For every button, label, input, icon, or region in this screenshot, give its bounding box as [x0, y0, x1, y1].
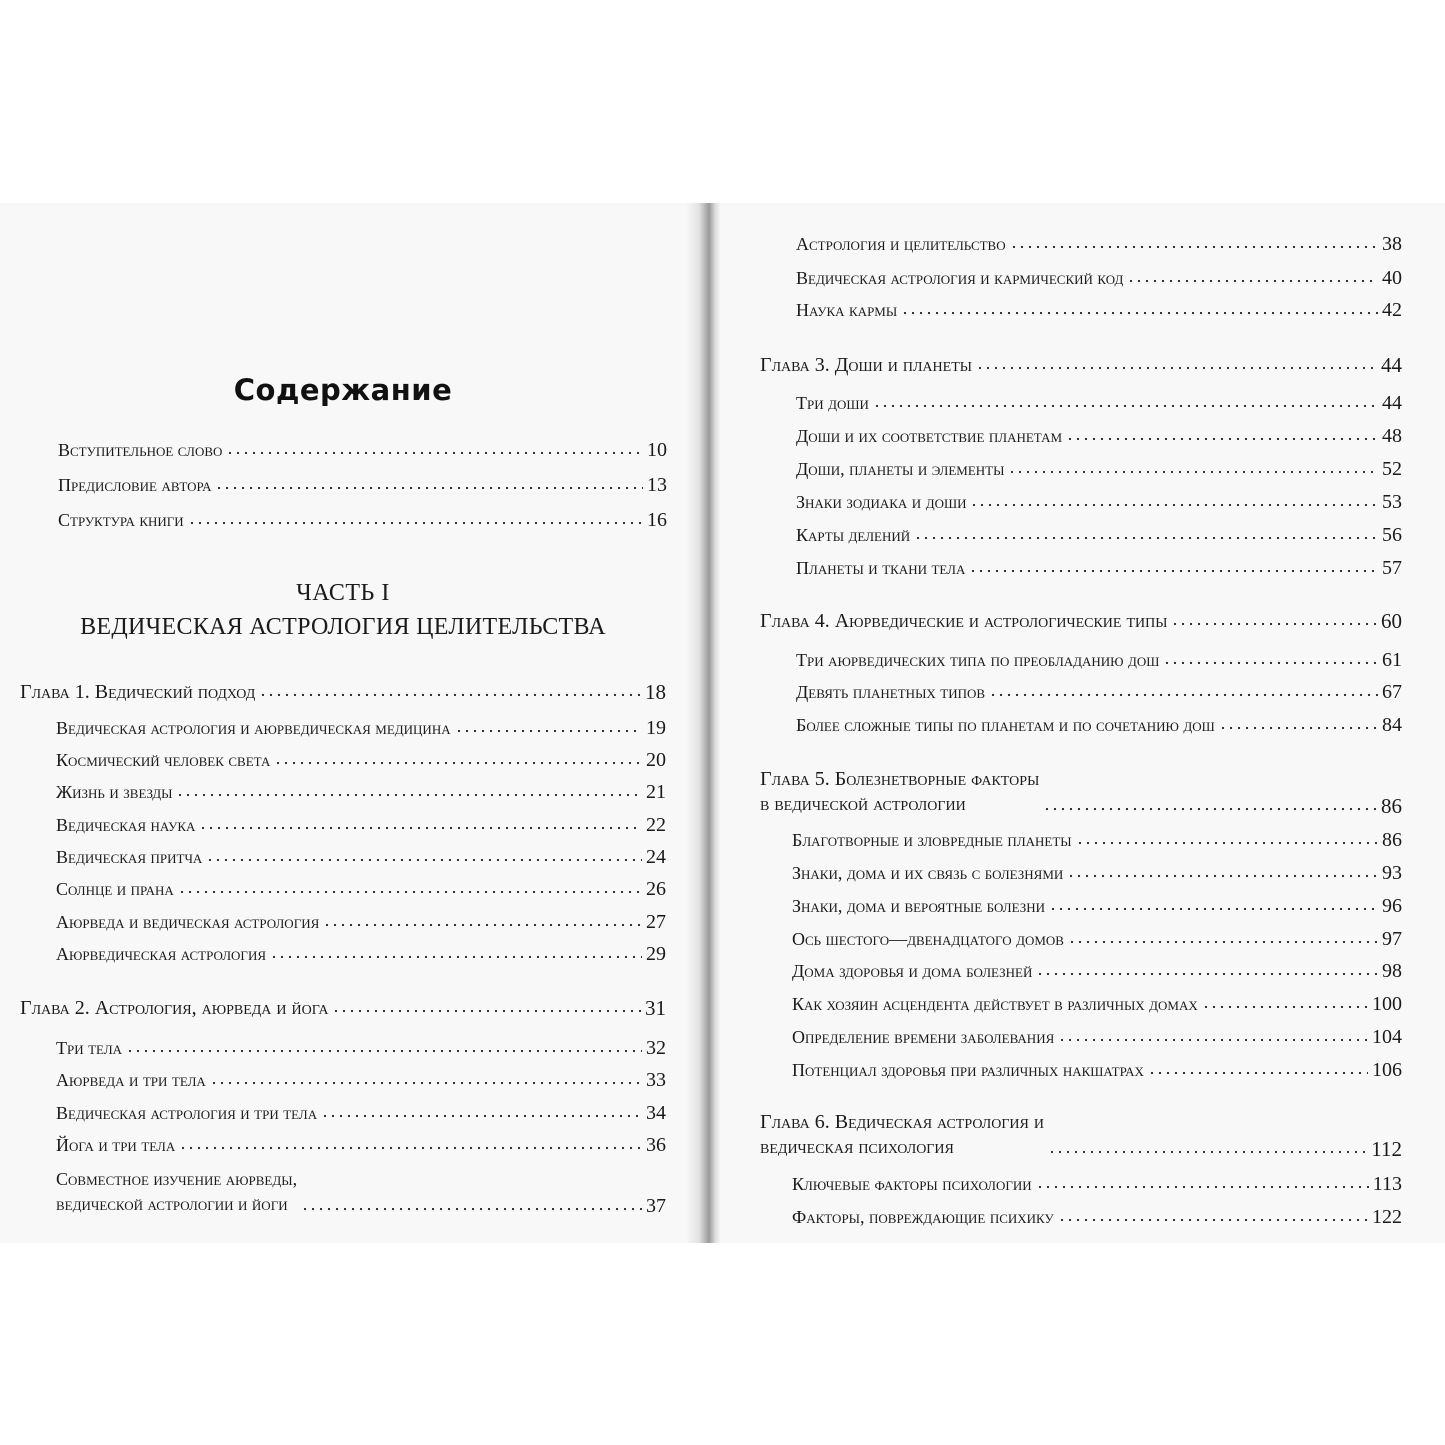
dot-leader	[323, 922, 642, 928]
toc-entry-label: Солнце и прана	[56, 879, 174, 899]
toc-entry-page: 93	[1382, 862, 1402, 884]
toc-entry-label: Наука кармы	[796, 300, 898, 320]
toc-entry[interactable]	[792, 928, 1402, 950]
part-title: ВЕДИЧЕСКАЯ АСТРОЛОГИЯ ЦЕЛИТЕЛЬСТВА	[80, 614, 606, 640]
toc-entry[interactable]	[792, 1206, 1402, 1228]
dot-leader	[1043, 806, 1377, 812]
toc-entry-label: Ключевые факторы психологии	[792, 1174, 1032, 1194]
toc-entry-label: Ведическая астрология и три тела	[56, 1103, 318, 1123]
toc-entry-page: 22	[646, 814, 666, 836]
toc-chapter-label-line: в ведической астрологии	[760, 793, 966, 815]
dot-leader	[1058, 1217, 1368, 1223]
toc-entry[interactable]	[56, 943, 666, 965]
toc-entry-page: 104	[1372, 1026, 1402, 1048]
toc-chapter-page: 31	[645, 996, 666, 1020]
toc-entry-page: 106	[1372, 1059, 1402, 1081]
toc-chapter-page: 60	[1381, 609, 1402, 633]
toc-chapter[interactable]	[20, 681, 666, 703]
toc-chapter-label: Глава 2. Астрология, аюрведа и йога	[20, 997, 329, 1019]
toc-entry[interactable]	[792, 1059, 1402, 1081]
dot-leader	[969, 568, 1378, 574]
toc-entry-label: Благотворные и зловредные планеты	[792, 830, 1072, 850]
toc-entry-label: Доши и их соответствие планетам	[796, 426, 1063, 446]
toc-entry[interactable]	[792, 829, 1402, 851]
toc-entry-page: 84	[1382, 714, 1402, 736]
toc-entry-page: 19	[646, 717, 666, 739]
toc-entry[interactable]	[796, 524, 1402, 546]
toc-entry-page: 57	[1382, 557, 1402, 579]
dot-leader	[321, 1113, 642, 1119]
toc-chapter-label-line: Глава 5. Болезнетворные факторы	[760, 768, 1040, 790]
toc-entry-page: 24	[646, 846, 666, 868]
dot-leader	[332, 1008, 641, 1014]
toc-entry[interactable]	[58, 439, 667, 461]
dot-leader	[1008, 469, 1378, 475]
toc-entry-page: 21	[646, 781, 666, 803]
dot-leader	[1058, 1037, 1368, 1043]
toc-entry[interactable]	[56, 781, 666, 803]
toc-entry-label: Карты делений	[796, 525, 911, 545]
dot-leader	[1163, 660, 1378, 666]
toc-entry-label	[56, 1167, 301, 1217]
toc-chapter-label: Глава 4. Аюрведические и астрологические типы	[760, 610, 1168, 632]
toc-entry-label: Определение времени заболевания	[792, 1027, 1055, 1047]
toc-entry-page: 26	[646, 878, 666, 900]
toc-chapter-page: 44	[1381, 353, 1402, 377]
toc-chapter-page: 86	[1381, 794, 1402, 818]
toc-entry[interactable]	[796, 425, 1402, 447]
dot-leader	[210, 1080, 642, 1086]
toc-entry-label: Более сложные типы по планетам и по сочетанию дош	[796, 715, 1215, 735]
dot-leader	[1171, 621, 1377, 627]
toc-entry-page: 86	[1382, 829, 1402, 851]
toc-entry[interactable]	[56, 846, 666, 868]
dot-leader	[179, 1145, 642, 1151]
toc-entry[interactable]	[56, 911, 666, 933]
toc-entry-label: Как хозяин асцендента действует в различных домах	[792, 994, 1198, 1014]
toc-chapter[interactable]	[760, 610, 1402, 632]
toc-entry-page: 97	[1382, 928, 1402, 950]
toc-entry[interactable]	[796, 557, 1402, 579]
toc-chapter[interactable]	[760, 1110, 1402, 1160]
dot-leader	[176, 792, 642, 798]
toc-entry[interactable]	[792, 1173, 1402, 1195]
dot-leader	[1127, 278, 1378, 284]
toc-chapter-label-line: Глава 6. Ведическая астрология и	[760, 1111, 1044, 1133]
toc-entry-label: Предисловие автора	[58, 475, 212, 495]
toc-chapter-label: Глава 1. Ведический подход	[20, 681, 256, 703]
toc-entry-label: Ведическая наука	[56, 815, 196, 835]
toc-entry-label: Факторы, повреждающие психику	[792, 1207, 1054, 1227]
dot-leader	[226, 450, 643, 456]
toc-entry[interactable]	[796, 392, 1402, 414]
part-label: ЧАСТЬ I	[296, 580, 390, 606]
dot-leader	[914, 535, 1378, 541]
toc-entry-page: 56	[1382, 524, 1402, 546]
toc-entry[interactable]	[56, 1134, 666, 1156]
toc-chapter-page: 18	[645, 680, 666, 704]
toc-entry-page: 122	[1372, 1206, 1402, 1228]
toc-entry-label: Жизнь и звезды	[56, 782, 173, 802]
toc-entry-page: 38	[1382, 233, 1402, 255]
part-heading	[0, 577, 686, 645]
toc-entry[interactable]	[792, 1026, 1402, 1048]
toc-entry[interactable]	[796, 267, 1402, 289]
toc-entry-label: Три доши	[796, 393, 869, 413]
toc-entry-label: Аюрведа и три тела	[56, 1070, 206, 1090]
toc-entry-page: 33	[646, 1069, 666, 1091]
dot-leader	[126, 1048, 642, 1054]
toc-entry[interactable]	[56, 1037, 666, 1059]
toc-entry[interactable]	[56, 1069, 666, 1091]
toc-entry-page: 113	[1372, 1173, 1402, 1195]
toc-entry-label: Знаки зодиака и доши	[796, 492, 967, 512]
toc-entry-page: 16	[647, 509, 667, 531]
left-page	[0, 203, 686, 1243]
toc-entry-label: Структура книги	[58, 510, 184, 530]
toc-entry-page: 100	[1372, 993, 1402, 1015]
toc-entry-page: 40	[1382, 267, 1402, 289]
dot-leader	[301, 1206, 642, 1212]
dot-leader	[259, 692, 641, 698]
book-spread	[0, 203, 1445, 1243]
toc-entry-page: 20	[646, 749, 666, 771]
toc-entry-label: Девять планетных типов	[796, 682, 986, 702]
toc-entry-label: Аюрведическая астрология	[56, 944, 267, 964]
toc-entry-label: Ведическая астрология и аюрведическая медицина	[56, 718, 451, 738]
toc-entry[interactable]	[56, 1167, 666, 1217]
toc-entry[interactable]	[796, 681, 1402, 703]
right-page	[720, 203, 1445, 1243]
toc-entry-page: 29	[646, 943, 666, 965]
toc-entry-page: 44	[1382, 392, 1402, 414]
toc-entry-label: Три тела	[56, 1038, 123, 1058]
toc-entry[interactable]	[796, 491, 1402, 513]
toc-entry-label: Потенциал здоровья при различных накшатрах	[792, 1060, 1144, 1080]
dot-leader	[1219, 725, 1378, 731]
book-gutter	[686, 203, 720, 1243]
toc-entry-page: 10	[647, 439, 667, 461]
toc-entry-label: Планеты и ткани тела	[796, 558, 966, 578]
toc-entry-label: Астрология и целительство	[796, 234, 1006, 254]
toc-entry-label: Знаки, дома и их связь с болезнями	[792, 863, 1064, 883]
dot-leader	[989, 692, 1378, 698]
toc-entry[interactable]	[792, 993, 1402, 1015]
toc-chapter-label: Глава 3. Доши и планеты	[760, 354, 972, 376]
toc-entry[interactable]	[792, 960, 1402, 982]
dot-leader	[970, 502, 1378, 508]
toc-chapter[interactable]	[20, 997, 666, 1019]
toc-entry-page: 53	[1382, 491, 1402, 513]
dot-leader	[1010, 244, 1378, 250]
dot-leader	[274, 760, 642, 766]
toc-entry-label: Космический человек света	[56, 750, 271, 770]
dot-leader	[1036, 971, 1378, 977]
toc-entry-page: 96	[1382, 895, 1402, 917]
dot-leader	[188, 520, 643, 526]
dot-leader	[1148, 1070, 1368, 1076]
dot-leader	[215, 485, 643, 491]
dot-leader	[1066, 436, 1378, 442]
dot-leader	[178, 889, 642, 895]
toc-entry-label: Йога и три тела	[56, 1135, 176, 1155]
toc-entry-label: Три аюрведических типа по преобладанию дош	[796, 650, 1160, 670]
toc-chapter-page: 112	[1371, 1137, 1402, 1161]
page-title: Содержание	[233, 373, 453, 407]
toc-entry-page: 34	[646, 1102, 666, 1124]
toc-entry-page: 27	[646, 911, 666, 933]
dot-leader	[1068, 939, 1378, 945]
toc-entry-label: Аюрведа и ведическая астрология	[56, 912, 320, 932]
toc-entry[interactable]	[56, 717, 666, 739]
toc-entry-label: Доши, планеты и элементы	[796, 459, 1005, 479]
toc-entry-label: Знаки, дома и вероятные болезни	[792, 896, 1045, 916]
toc-entry[interactable]	[56, 878, 666, 900]
dot-leader	[206, 857, 642, 863]
toc-entry[interactable]	[792, 862, 1402, 884]
toc-entry-label: Ведическая астрология и кармический код	[796, 268, 1124, 288]
dot-leader	[1036, 1184, 1369, 1190]
toc-entry-page: 42	[1382, 299, 1402, 321]
toc-entry[interactable]	[796, 233, 1402, 255]
dot-leader	[455, 728, 642, 734]
dot-leader	[1067, 873, 1378, 879]
toc-entry[interactable]	[56, 814, 666, 836]
dot-leader	[1048, 1149, 1367, 1155]
toc-entry[interactable]	[792, 895, 1402, 917]
toc-entry[interactable]	[796, 649, 1402, 671]
toc-chapter[interactable]	[760, 767, 1402, 817]
toc-entry[interactable]	[796, 299, 1402, 321]
dot-leader	[873, 403, 1378, 409]
toc-entry-page: 37	[646, 1195, 666, 1217]
toc-chapter-label	[760, 767, 1043, 817]
toc-entry[interactable]	[56, 1102, 666, 1124]
toc-chapter-label	[760, 1110, 1048, 1160]
toc-entry-label: Ось шестого—двенадцатого домов	[792, 929, 1064, 949]
dot-leader	[199, 825, 642, 831]
dot-leader	[270, 954, 642, 960]
toc-entry[interactable]	[56, 749, 666, 771]
toc-entry[interactable]	[58, 509, 667, 531]
toc-chapter-label-line: ведическая психология	[760, 1136, 954, 1158]
toc-entry[interactable]	[58, 474, 667, 496]
toc-entry-label: Дома здоровья и дома болезней	[792, 961, 1033, 981]
dot-leader	[1076, 840, 1378, 846]
toc-entry-label-line: Совместное изучение аюрведы,	[56, 1169, 298, 1189]
toc-entry-page: 36	[646, 1134, 666, 1156]
toc-entry-page: 48	[1382, 425, 1402, 447]
toc-entry-label: Вступительное слово	[58, 440, 223, 460]
toc-entry-page: 98	[1382, 960, 1402, 982]
dot-leader	[976, 365, 1377, 371]
toc-entry-page: 52	[1382, 458, 1402, 480]
toc-entry-label-line: ведической астрологии и йоги	[56, 1194, 288, 1214]
toc-entry-page: 32	[646, 1037, 666, 1059]
toc-entry-page: 67	[1382, 681, 1402, 703]
toc-chapter[interactable]	[760, 354, 1402, 376]
dot-leader	[901, 310, 1378, 316]
toc-entry-page: 61	[1382, 649, 1402, 671]
dot-leader	[1049, 906, 1378, 912]
toc-entry-label: Ведическая притча	[56, 847, 203, 867]
toc-entry-page: 13	[647, 474, 667, 496]
toc-entry[interactable]	[796, 714, 1402, 736]
toc-entry[interactable]	[796, 458, 1402, 480]
dot-leader	[1202, 1004, 1368, 1010]
